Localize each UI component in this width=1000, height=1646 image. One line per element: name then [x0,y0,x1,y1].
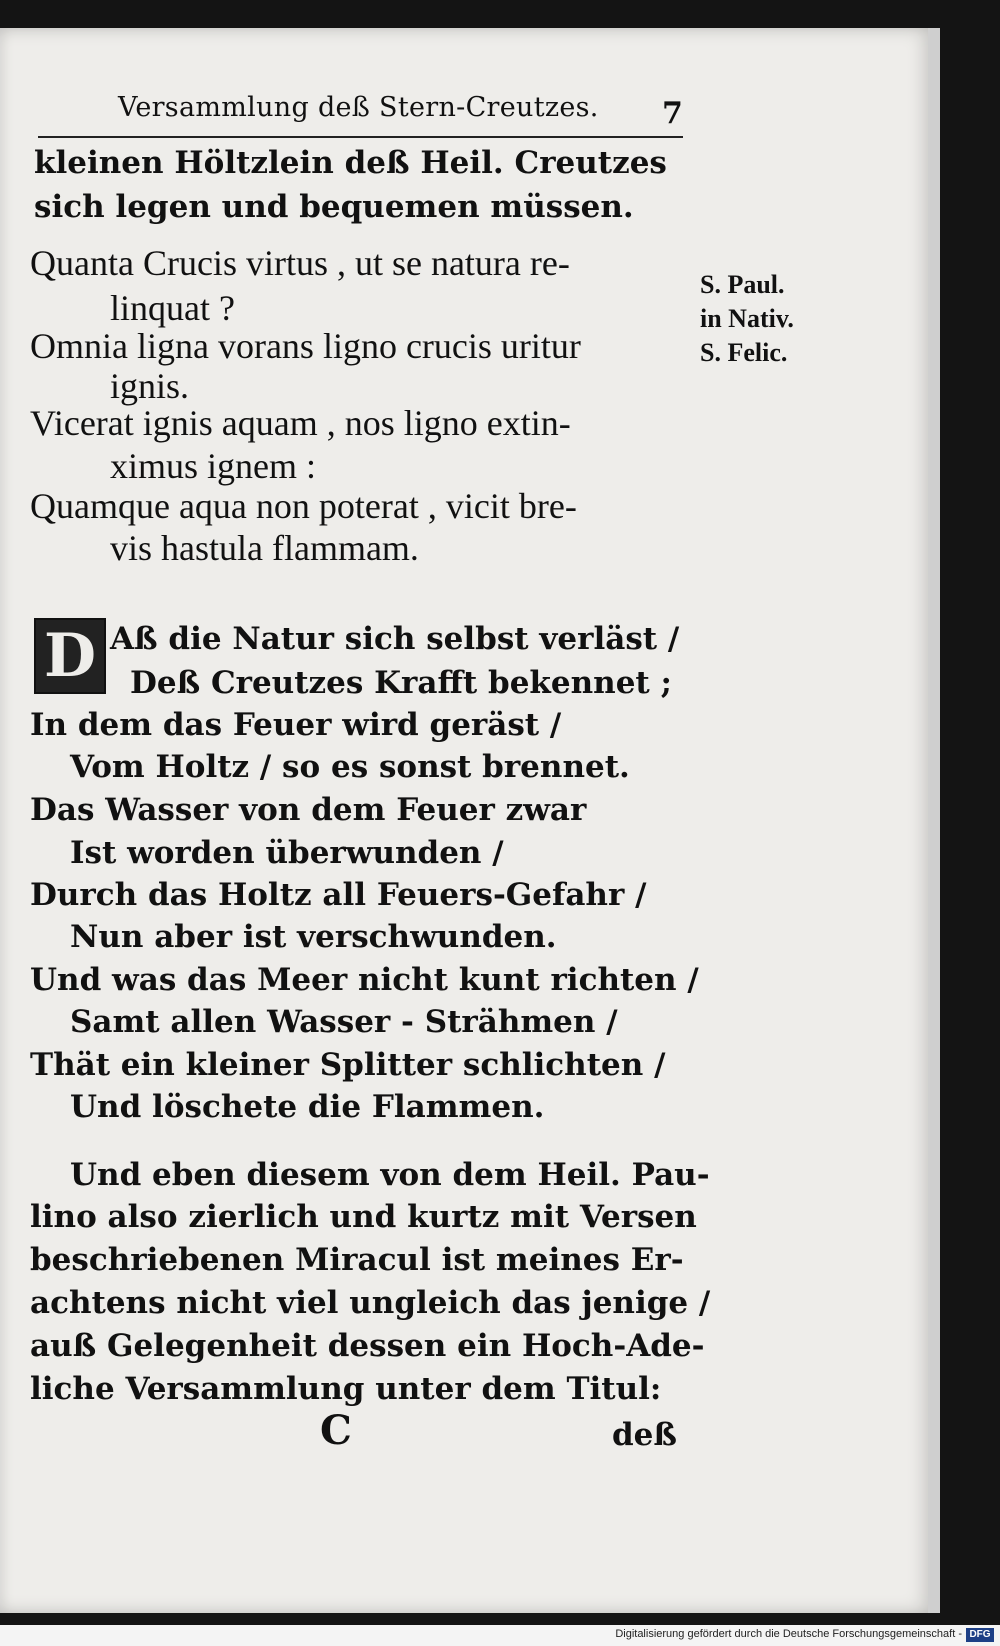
running-head: Versammlung deß Stern-Creutzes. [118,92,599,123]
margin-note: S. Paul. [700,270,785,299]
latin-verse-line: linquat ? [110,288,235,328]
poem-line: Das Wasser von dem Feuer zwar [30,792,587,828]
header-rule [38,136,683,138]
latin-verse-line: Vicerat ignis aquam , nos ligno extin- [30,403,571,443]
latin-verse-line: ximus ignem : [110,446,316,486]
page-number: 7 [662,96,683,131]
latin-verse-line: ignis. [110,366,190,406]
poem-line: Und löschete die Flammen. [70,1089,545,1125]
latin-verse-line: Quamque aqua non poterat , vicit bre- [30,486,577,526]
signature-mark: C [320,1407,352,1454]
text-line: kleinen Höltzlein deß Heil. Creutzes [34,145,667,181]
decorated-initial: D [34,618,106,694]
page-edge [928,28,940,1613]
poem-line: In dem das Feuer wird geräst / [30,707,562,743]
poem-line: Ist worden überwunden / [70,835,504,871]
poem-line: Deß Creutzes Krafft bekennet ; [130,665,672,701]
poem-line: Samt allen Wasser - Strähmen / [70,1004,618,1040]
latin-verse-line: Quanta Crucis virtus , ut se natura re- [30,243,570,283]
prose-line: achtens nicht viel ungleich das jenige / [30,1285,711,1321]
dfg-logo: DFG [966,1628,994,1642]
prose-line: auß Gelegenheit dessen ein Hoch-Ade- [30,1328,705,1364]
prose-line: lino also zierlich und kurtz mit Versen [30,1199,697,1235]
prose-line: beschriebenen Miracul ist meines Er- [30,1242,684,1278]
poem-line: Aß die Natur sich selbst verläst / [110,621,680,657]
catchword: deß [612,1417,677,1453]
poem-line: Durch das Holtz all Feuers-Gefahr / [30,877,647,913]
margin-note: in Nativ. [700,304,794,333]
poem-line: Und was das Meer nicht kunt richten / [30,962,699,998]
footer-credit: Digitalisierung gefördert durch die Deutsche Forschungsgemeinschaft - [615,1628,962,1640]
prose-line: Und eben diesem von dem Heil. Pau- [70,1157,710,1193]
margin-note: S. Felic. [700,338,788,367]
poem-line: Thät ein kleiner Splitter schlichten / [30,1047,666,1083]
poem-line: Vom Holtz / so es sonst brennet. [70,749,630,785]
prose-line: liche Versammlung unter dem Titul: [30,1371,662,1407]
text-line: sich legen und bequemen müssen. [34,189,634,225]
poem-line: Nun aber ist verschwunden. [70,919,557,955]
latin-verse-line: Omnia ligna vorans ligno crucis uritur [30,326,581,366]
latin-verse-line: vis hastula flammam. [110,528,419,568]
